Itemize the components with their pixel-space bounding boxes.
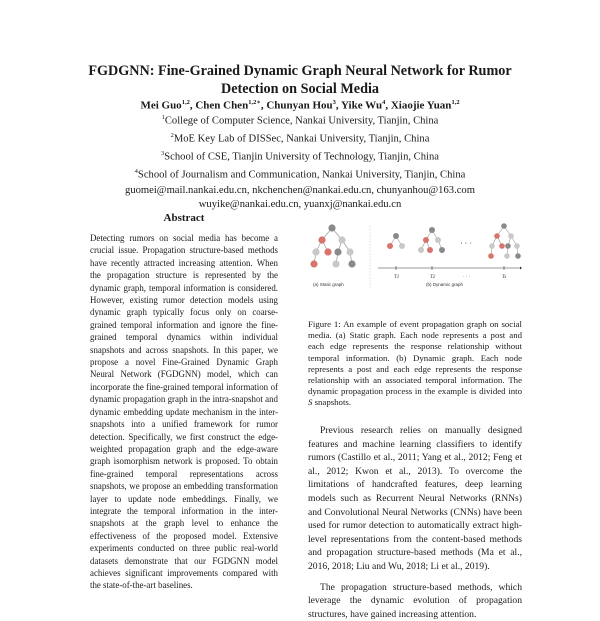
figure-label-b: (b) Dynamic graph <box>426 282 464 287</box>
snapshot-ellipsis: · · · <box>460 239 472 248</box>
affiliation <box>60 147 540 165</box>
author-list: Mei Guo$^{1,2}$, Chen Chen$^{1,2∗}$, Chunyan Hou$^3$, Yike Wu$^4$, Xiaojie Yuan$^{1,2}$ <box>140 99 460 112</box>
affiliation <box>60 111 540 129</box>
paragraph: Previous research relies on manually designed features and machine learning classifiers to identify rumors (Castillo et al., 2011; Yang et al., 2012; Feng et al., 2012; Kwon et al., 2013). To overcome the limitations of handcrafted features, deep learning models such as Recurrent Neural Networks (RNNs) and Convolutional Neural Networks (CNNs) have been used for rumor detection to automatically extract high-level representations from the content-based methods and propagation structure-based methods (Ma et al., 2016, 2018; Liu and Wu, 2018; Li et al., 2019). <box>308 425 522 572</box>
author-name: Chen Chen <box>195 99 249 112</box>
caption-text: snapshots. <box>312 397 352 408</box>
snapshot-1-graph <box>387 233 405 249</box>
snapshot-s-graph <box>488 223 521 259</box>
affiliation-sup: 1 <box>161 114 165 121</box>
author-sup: 4 <box>382 99 386 106</box>
email-line[interactable]: wuyike@nankai.edu.cn, yuanxj@nankai.edu.cn <box>198 199 402 211</box>
snapshot-2-graph <box>418 227 445 253</box>
affiliation-block <box>60 111 540 213</box>
affiliation-text: MoE Key Lab of DISSec, Nankai University, Tianjin, China <box>173 133 430 145</box>
affiliation-sup: 4 <box>134 168 138 176</box>
author-name: Mei Guo <box>140 99 182 112</box>
propagation-graph-figure <box>308 222 522 310</box>
affiliation-text: School of Journalism and Communication, Nankai University, Tianjin, China <box>137 169 466 181</box>
affiliation-text: School of CSE, Tianjin University of Technology, Tianjin, China <box>164 151 439 163</box>
paragraph: The propagation structure-based methods, which leverage the dynamic evolution of propagation structures, have gained increasing attention. <box>308 581 522 620</box>
affiliation-sup: 3 <box>161 150 165 158</box>
figure-label-a: (a) Static graph <box>313 282 344 287</box>
figure-caption <box>308 319 522 409</box>
author-name: Xiaojie Yuan <box>390 99 452 112</box>
time-tick-label: Ts <box>502 275 507 280</box>
author-sup: 1,2 <box>451 99 460 106</box>
author-sup: 1,2∗ <box>248 99 261 106</box>
affiliation-sup: 2 <box>170 132 174 140</box>
author-name: Yike Wu <box>341 99 383 112</box>
time-tick-label: T1 <box>394 275 400 280</box>
author-sup: 1,2 <box>181 99 190 106</box>
author-sup: 3 <box>332 99 336 106</box>
email-line[interactable]: guomei@mail.nankai.edu.cn, nkchenchen@nankai.edu.cn, chunyanhou@163.com <box>125 184 475 196</box>
caption-variable: S <box>308 397 313 408</box>
affiliation <box>60 129 540 147</box>
caption-text: Figure 1: An example of event propagation graph on social media. (a) Static graph. Each node represents a post and each edge represents the response relationship without temporal information. (b) Dynamic graph. Each node represents a post and each edge represents the response relationship with an associated temporal information. The dynamic propagation process in the example is divided into <box>308 319 522 397</box>
affiliation-text: College of Computer Science, Nankai University, Tianjin, China <box>164 115 439 127</box>
time-axis <box>378 266 522 280</box>
figure-1 <box>308 222 522 310</box>
affiliation <box>60 165 540 183</box>
time-tick-label: · · · <box>463 275 471 280</box>
paper-title: FGDGNN: Fine-Grained Dynamic Graph Neural Network for Rumor Detection on Social Media <box>88 63 512 97</box>
time-tick-label: T2 <box>430 275 436 280</box>
abstract-text: Detecting rumors on social media has become a crucial issue. Propagation structure-based methods have recently attracted increasing attention. When the propagation structure is represented by the dynamic graph, temporal information is considered. However, existing rumor detection models using dynamic graph typically focus only on coarse-grained temporal information and ignore the fine-grained temporal dynamics within individual snapshots and across snapshots. In this paper, we propose a novel Fine-Grained Dynamic Graph Neural Network (FGDGNN) model, which can incorporate the fine-grained temporal information of dynamic propagation graph in the intra-snapshot and dynamic embedding update mechanism in the inter-snapshots into a unified framework for rumor detection. Specifically, we first construct the edge-weighted propagation graph and the edge-aware graph isomorphism network is proposed. To obtain fine-grained temporal representations across snapshots, we propose an embedding transformation layer to update node embeddings. Finally, we integrate the temporal information in the inter-snapshots at the graph level to enhance the effectiveness of the proposed model. Extensive experiments conducted on three public real-world datasets demonstrate that our FGDGNN model achieves significant improvements compared with the state-of-the-art baselines. <box>90 233 278 591</box>
author-name: Chunyan Hou <box>266 99 333 112</box>
intro-text <box>308 424 522 620</box>
static-graph <box>310 224 355 267</box>
abstract-heading: Abstract <box>163 212 205 224</box>
